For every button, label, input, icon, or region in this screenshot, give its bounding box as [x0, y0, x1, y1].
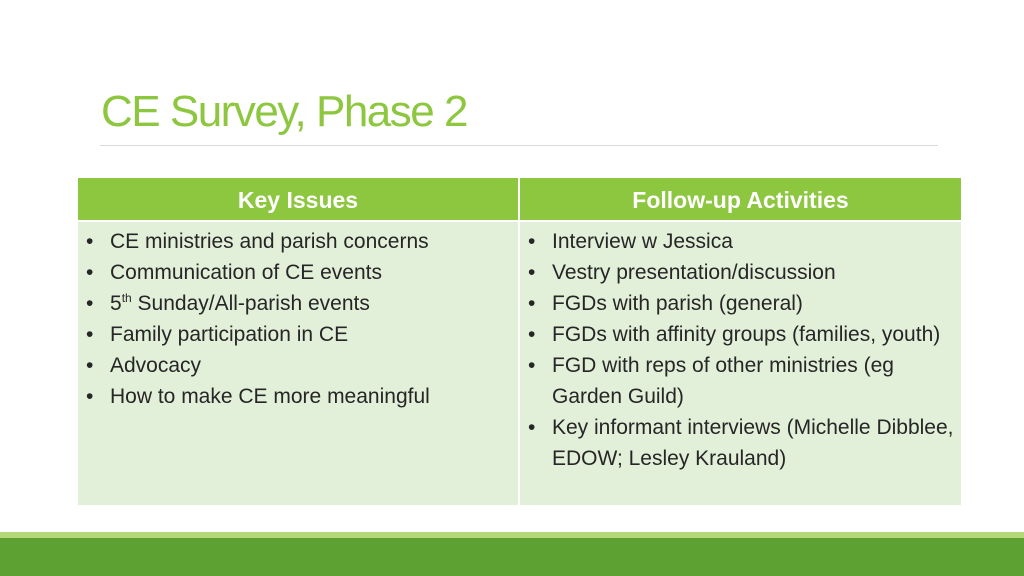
list-item: • Advocacy	[86, 350, 518, 381]
bullet-icon: •	[528, 354, 536, 377]
list-item: • CE ministries and parish concerns	[86, 226, 518, 257]
list-item: • Communication of CE events	[86, 257, 518, 288]
bullet-icon: •	[86, 230, 94, 253]
bullet-icon: •	[86, 323, 94, 346]
slide-title: CE Survey, Phase 2	[101, 87, 467, 136]
follow-up-activities-list	[528, 226, 961, 474]
list-item: • Key informant interviews (Michelle Dibblee, EDOW; Lesley Krauland)	[528, 412, 961, 474]
bullet-icon: •	[528, 416, 536, 439]
title-divider	[100, 145, 938, 146]
list-item: • Family participation in CE	[86, 319, 518, 350]
footer-bar	[0, 538, 1024, 576]
bullet-icon: •	[86, 261, 94, 284]
list-item: • FGDs with parish (general)	[528, 288, 961, 319]
issues-activities-table	[78, 178, 961, 505]
header-follow-up-activities: Follow-up Activities	[520, 178, 961, 220]
key-issues-cell	[78, 222, 518, 505]
list-item: • FGDs with affinity groups (families, youth)	[528, 319, 961, 350]
list-item: • 5th Sunday/All-parish events	[86, 288, 518, 319]
follow-up-activities-cell	[520, 222, 961, 505]
list-item: • Vestry presentation/discussion	[528, 257, 961, 288]
bullet-icon: •	[528, 292, 536, 315]
list-item: • FGD with reps of other ministries (eg Garden Guild)	[528, 350, 961, 412]
bullet-icon: •	[86, 354, 94, 377]
key-issues-list	[86, 226, 518, 412]
bullet-icon: •	[528, 230, 536, 253]
header-key-issues: Key Issues	[78, 178, 518, 220]
list-item: • How to make CE more meaningful	[86, 381, 518, 412]
bullet-icon: •	[86, 292, 94, 315]
bullet-icon: •	[528, 261, 536, 284]
list-item: • Interview w Jessica	[528, 226, 961, 257]
bullet-icon: •	[528, 323, 536, 346]
bullet-icon: •	[86, 385, 94, 408]
